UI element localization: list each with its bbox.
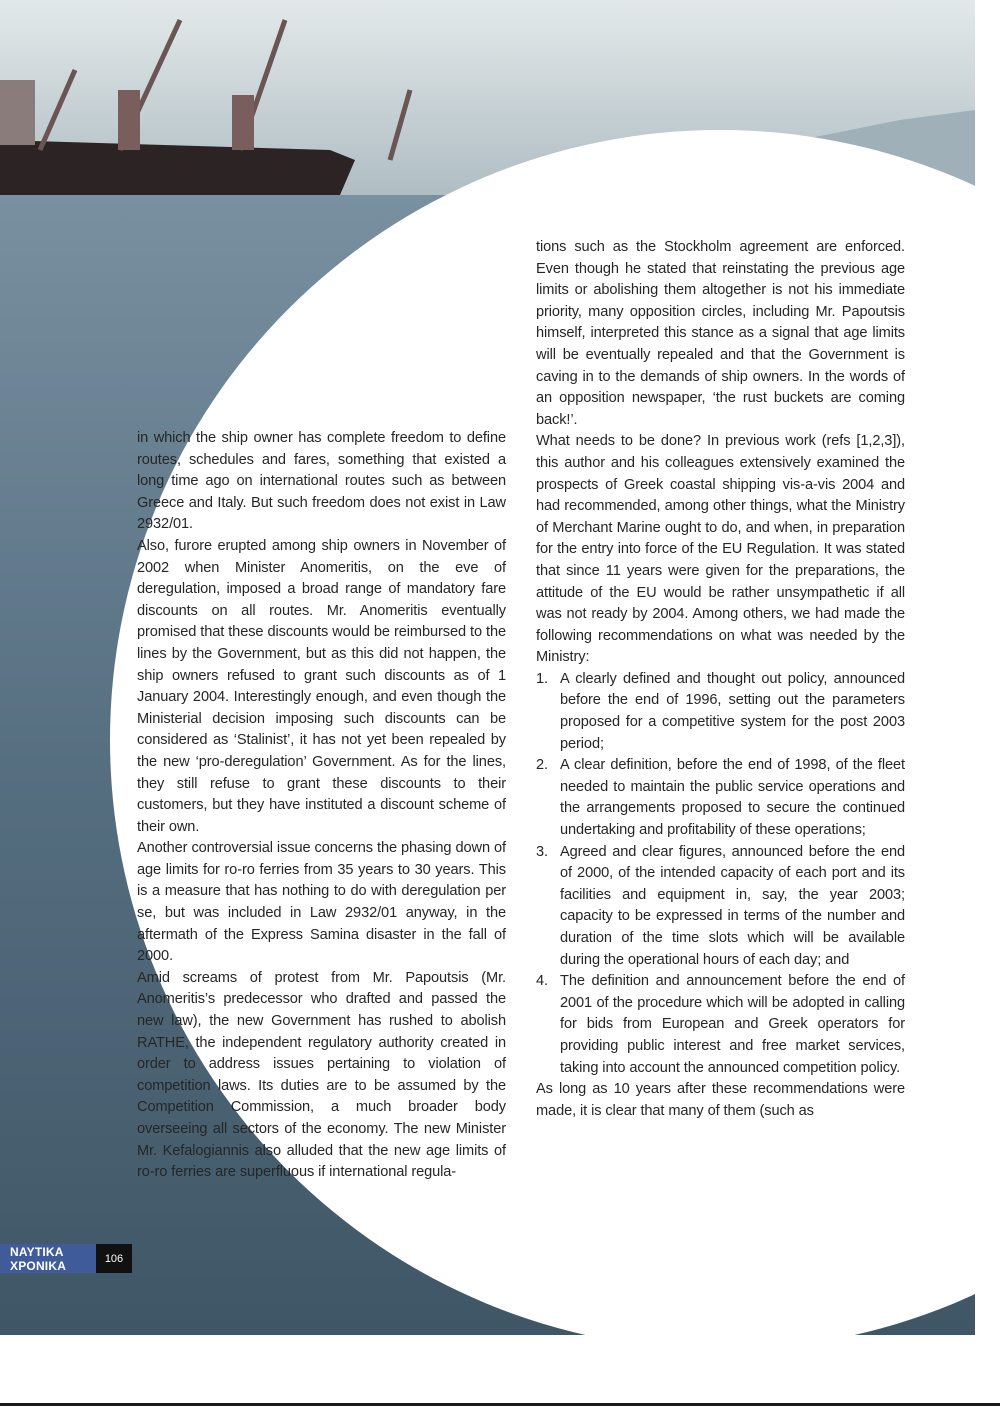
list-number: 2. [536,757,548,774]
article-paragraph: tions such as the Stockholm agreement are enforced. Even though he stated that reinstating the previous age limits or abolishing them altogether is not his immediate priority, many opposition circles, including Mr. Papoutsis himself, interpreted this stance as a signal that age limits will be eventually repealed and that the Government is caving in to the demands of ship owners. In the words of an opposition newspaper, ‘the rust buckets are coming back!’. [536,239,905,428]
list-text: The definition and announcement before the end of 2001 of the procedure which will be adopted in calling for bids from European and Greek operators for providing public interest and free market services, taking into account the announced competition policy. [560,973,905,1076]
article-paragraph: Another controversial issue concerns the phasing down of age limits for ro-ro ferries from 35 years to 30 years. This is a measure that has nothing to do with deregulation per se, but was included in Law 2932/01 anyway, in the aftermath of the Express Samina disaster in the fall of 2000. [137,840,506,965]
article-right-column [536,237,905,1122]
article-paragraph: in which the ship owner has complete freedom to define routes, schedules and fares, something that existed a long time ago on international routes such as between Greece and Italy. But such freedom does not exist in Law 2932/01. [137,430,506,533]
list-text: A clear definition, before the end of 1998, of the fleet needed to maintain the public service operations and the arrangements proposed to secure the continued undertaking and profitability of these operations; [560,757,905,839]
list-item [536,669,905,755]
list-number: 4. [536,973,548,990]
crane-tower-right [232,95,254,150]
page-number: 106 [96,1244,132,1273]
article-paragraph: Amid screams of protest from Mr. Papoutsis (Mr. Anomeritis’s predecessor who drafted and passed the new law), the new Government has rushed to abolish RATHE, the independent regulatory authority created in order to address issues pertaining to violation of competition laws. Its duties are to be assumed by the Competition Commission, a much broader body overseeing all sectors of the economy. The new Minister Mr. Kefalogiannis also alluded that the new age limits of ro-ro ferries are superfluous if international regula- [137,969,506,1181]
list-number: 1. [536,670,548,687]
article-paragraph: As long as 10 years after these recommendations were made, it is clear that many of them (such as [536,1081,905,1119]
article-paragraph: What needs to be done? In previous work (refs [1,2,3]), this author and his colleagues extensively examined the prospects of Greek coastal shipping vis-a-vis 2004 and had recommended, among other things, what the Ministry of Merchant Marine ought to do, and when, in preparation for the entry into force of the EU Regulation. It was stated that since 11 years were given for the preparations, the attitude of the EU would be rather unsympathetic if all was not ready by 2004. Among others, we had made the following recommendations on what was needed by the Ministry: [536,433,905,666]
bottom-rule [0,1403,1000,1406]
crane-tower-left [118,90,140,150]
list-item [536,842,905,972]
list-text: A clearly defined and thought out policy, announced before the end of 1996, setting out the parameters proposed for a competitive system for the post 2003 period; [560,670,905,752]
recommendations-list [536,669,905,1079]
list-text: Agreed and clear figures, announced before the end of 2000, of the intended capacity of each port and its facilities and equipment in, say, the year 2003; capacity to be expressed in terms of the number and duration of the time slots which will be available during the operational hours of each day; and [560,843,905,968]
right-margin [975,0,1000,1414]
list-item [536,755,905,841]
list-item [536,971,905,1079]
magazine-name: NAYTIKA XPONIKA [0,1244,96,1273]
list-number: 3. [536,843,548,860]
ship-superstructure [0,80,35,145]
page-footer-badge [0,1244,148,1273]
article-paragraph: Also, furore erupted among ship owners in November of 2002 when Minister Anomeritis, on the eve of deregulation, imposed a broad range of mandatory fare discounts on all routes. Mr. Anomeritis eventually promised that these discounts would be reimbursed to the lines by the Government, but as this did not happen, the ship owners refused to grant such discounts as of 1 January 2004. Interestingly enough, and even though the Ministerial decision imposing such discounts can be considered as ‘Stalinist’, it has not yet been repealed by the new ‘pro-deregulation’ Government. As for the lines, they still refuse to grant these discounts to their customers, but they have instituted a discount scheme of their own. [137,537,506,835]
article-left-column [137,428,506,1184]
